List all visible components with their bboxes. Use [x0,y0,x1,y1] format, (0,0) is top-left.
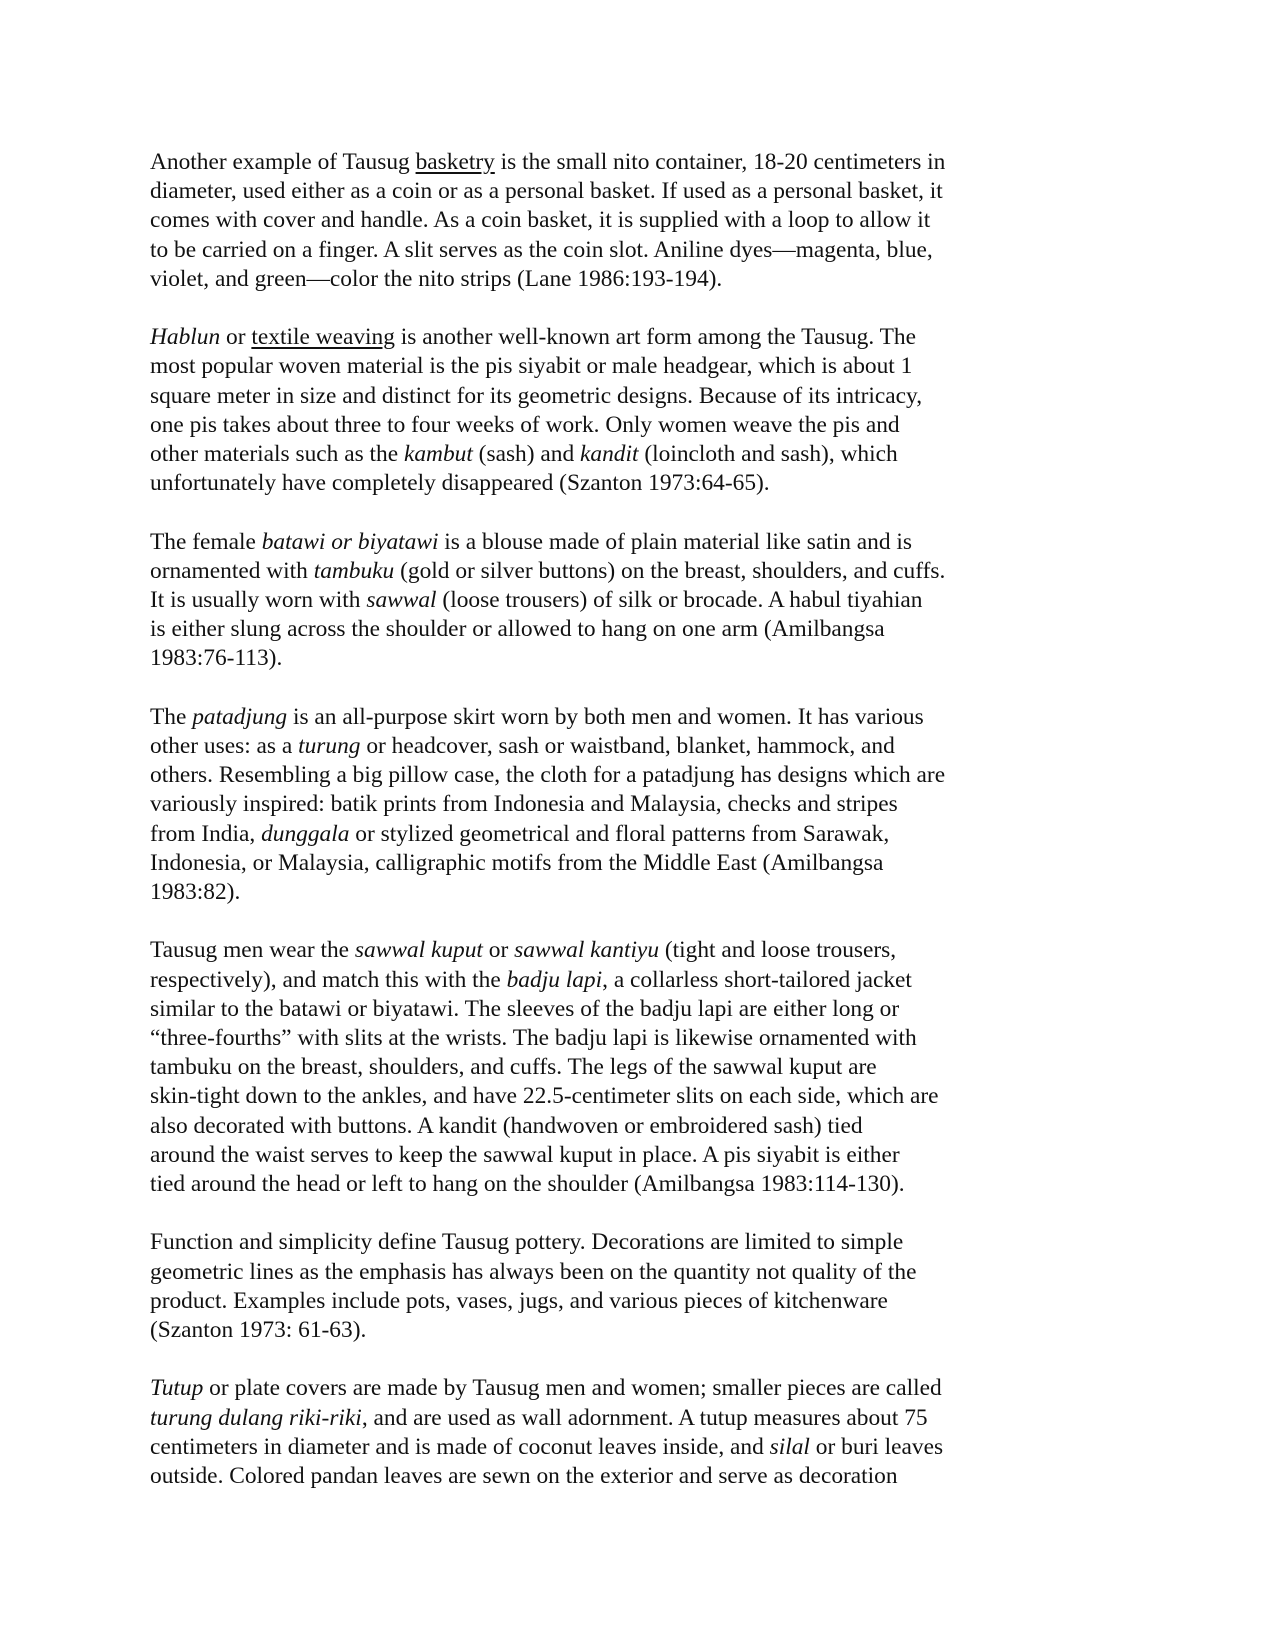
text-run: tambuku on the breast, shoulders, and cuffs. The legs of the sawwal kuput are [150,1054,877,1081]
text-run: variously inspired: batik prints from Indonesia and Malaysia, checks and stripes [150,791,898,818]
text-line [150,586,1010,615]
text-line [150,1374,1010,1403]
text-line [150,1287,1010,1316]
text-run: violet, and green—color the nito strips (Lane 1986:193-194). [150,265,723,292]
italic-term: turung dulang riki-riki [150,1404,362,1431]
text-line [150,995,1010,1024]
text-run: , a collarless short-tailored jacket [602,966,912,993]
text-line [150,878,1010,907]
text-line [150,936,1010,965]
italic-term: sawwal kuput [354,937,483,964]
text-run: other materials such as the [150,441,404,468]
text-line [150,1082,1010,1111]
text-line [150,206,1010,235]
italic-term: batawi or biyatawi [261,528,439,555]
text-line [150,820,1010,849]
text-run: geometric lines as the emphasis has always been on the quantity not quality of the [150,1258,917,1285]
text-line [150,352,1010,381]
italic-term: silal [769,1433,810,1460]
text-line [150,1170,1010,1199]
text-run: “three-fourths” with slits at the wrists. The badju lapi is likewise ornamented with [150,1025,917,1052]
paragraph [150,1228,1010,1345]
text-run: 1983:76-113). [150,645,283,672]
paragraph [150,528,1010,674]
text-line [150,1024,1010,1053]
text-line [150,615,1010,644]
text-run: or [220,324,252,351]
paragraph [150,936,1010,1199]
text-run: is another well-known art form among the Tausug. The [394,324,916,351]
text-run: The [150,703,193,730]
text-line [150,323,1010,352]
italic-term: Hablun [150,324,221,351]
underlined-term: textile weaving [251,324,395,351]
text-line [150,790,1010,819]
text-run: similar to the batawi or biyatawi. The sleeves of the badju lapi are either long or [150,995,900,1022]
text-line [150,1316,1010,1345]
text-line [150,703,1010,732]
italic-term: kambut [403,441,473,468]
text-run: It is usually worn with [150,587,367,614]
text-run: Tausug men wear the [150,937,355,964]
text-run: or [482,937,515,964]
text-line [150,1462,1010,1491]
text-line [150,236,1010,265]
text-run: respectively), and match this with the [150,966,507,993]
text-run: is an all-purpose skirt worn by both men and women. It has various [287,703,924,730]
underlined-term: basketry [415,149,495,175]
text-run: (Szanton 1973: 61-63). [150,1317,367,1344]
text-line [150,440,1010,469]
text-run: tied around the head or left to hang on the shoulder (Amilbangsa 1983:114-130). [150,1171,905,1198]
italic-term: sawwal kantiyu [514,937,660,964]
text-line [150,177,1010,206]
text-line [150,644,1010,673]
text-line [150,1141,1010,1170]
text-run: or stylized geometrical and floral patterns from Sarawak, [349,820,890,847]
text-line [150,1258,1010,1287]
text-line [150,148,1010,177]
italic-term: kandit [580,441,639,468]
paragraph [150,703,1010,907]
text-line [150,469,1010,498]
text-run: unfortunately have completely disappeared (Szanton 1973:64-65). [150,470,770,497]
text-line [150,557,1010,586]
text-run: skin-tight down to the ankles, and have 22.5-centimeter slits on each side, which are [150,1083,939,1110]
text-line [150,1053,1010,1082]
text-run: product. Examples include pots, vases, jugs, and various pieces of kitchenware [150,1287,888,1314]
text-run: centimeters in diameter and is made of coconut leaves inside, and [150,1433,770,1460]
document-page [150,148,1010,1520]
text-line [150,1404,1010,1433]
text-run: around the waist serves to keep the sawwal kuput in place. A pis siyabit is either [150,1141,900,1168]
paragraph [150,148,1010,294]
text-run: comes with cover and handle. As a coin basket, it is supplied with a loop to allow it [150,207,931,234]
italic-term: turung [298,733,361,760]
italic-term: badju lapi [506,966,603,993]
text-run: ornamented with [150,557,314,584]
text-run: most popular woven material is the pis siyabit or male headgear, which is about 1 [150,353,913,380]
text-line [150,528,1010,557]
italic-term: sawwal [366,587,437,614]
text-line [150,411,1010,440]
text-run: to be carried on a finger. A slit serves as the coin slot. Aniline dyes—magenta, blue, [150,236,933,263]
text-run: Function and simplicity define Tausug pottery. Decorations are limited to simple [150,1229,904,1256]
italic-term: tambuku [313,557,395,584]
text-run: (sash) and [472,441,581,468]
text-run: Another example of Tausug [150,149,416,175]
text-line [150,382,1010,411]
text-line [150,761,1010,790]
text-line [150,966,1010,995]
text-run: one pis takes about three to four weeks of work. Only women weave the pis and [150,411,900,438]
text-run: or headcover, sash or waistband, blanket, hammock, and [360,733,895,760]
text-run: other uses: as a [150,733,299,760]
text-line [150,1112,1010,1141]
text-line [150,732,1010,761]
paragraph [150,323,1010,498]
text-run: outside. Colored pandan leaves are sewn on the exterior and serve as decoration [150,1463,898,1490]
text-line [150,265,1010,294]
italic-term: dunggala [261,820,350,847]
text-run: diameter, used either as a coin or as a personal basket. If used as a personal basket, it [150,178,943,205]
text-run: 1983:82). [150,879,241,906]
italic-term: patadjung [192,703,288,730]
text-run: from India, [150,820,262,847]
text-run: also decorated with buttons. A kandit (handwoven or embroidered sash) tied [150,1112,863,1139]
text-run: is the small nito container, 18-20 centimeters in [494,149,946,175]
text-run: Indonesia, or Malaysia, calligraphic motifs from the Middle East (Amilbangsa [150,849,884,876]
paragraph [150,1374,1010,1491]
text-line [150,1228,1010,1257]
text-run: (loincloth and sash), which [638,441,898,468]
text-line [150,1433,1010,1462]
text-run: is a blouse made of plain material like satin and is [438,528,912,555]
text-run: The female [150,528,262,555]
text-run: others. Resembling a big pillow case, the cloth for a patadjung has designs which are [150,762,946,789]
text-run: , and are used as wall adornment. A tutup measures about 75 [361,1404,928,1431]
text-run: (tight and loose trousers, [659,937,897,964]
text-run: or buri leaves [809,1433,944,1460]
text-run: (gold or silver buttons) on the breast, shoulders, and cuffs. [394,557,946,584]
text-run: square meter in size and distinct for its geometric designs. Because of its intricacy, [150,382,923,409]
text-run: (loose trousers) of silk or brocade. A habul tiyahian [436,587,923,614]
text-run: is either slung across the shoulder or allowed to hang on one arm (Amilbangsa [150,616,885,643]
text-run: or plate covers are made by Tausug men and women; smaller pieces are called [203,1375,942,1402]
italic-term: Tutup [150,1375,204,1402]
text-line [150,849,1010,878]
